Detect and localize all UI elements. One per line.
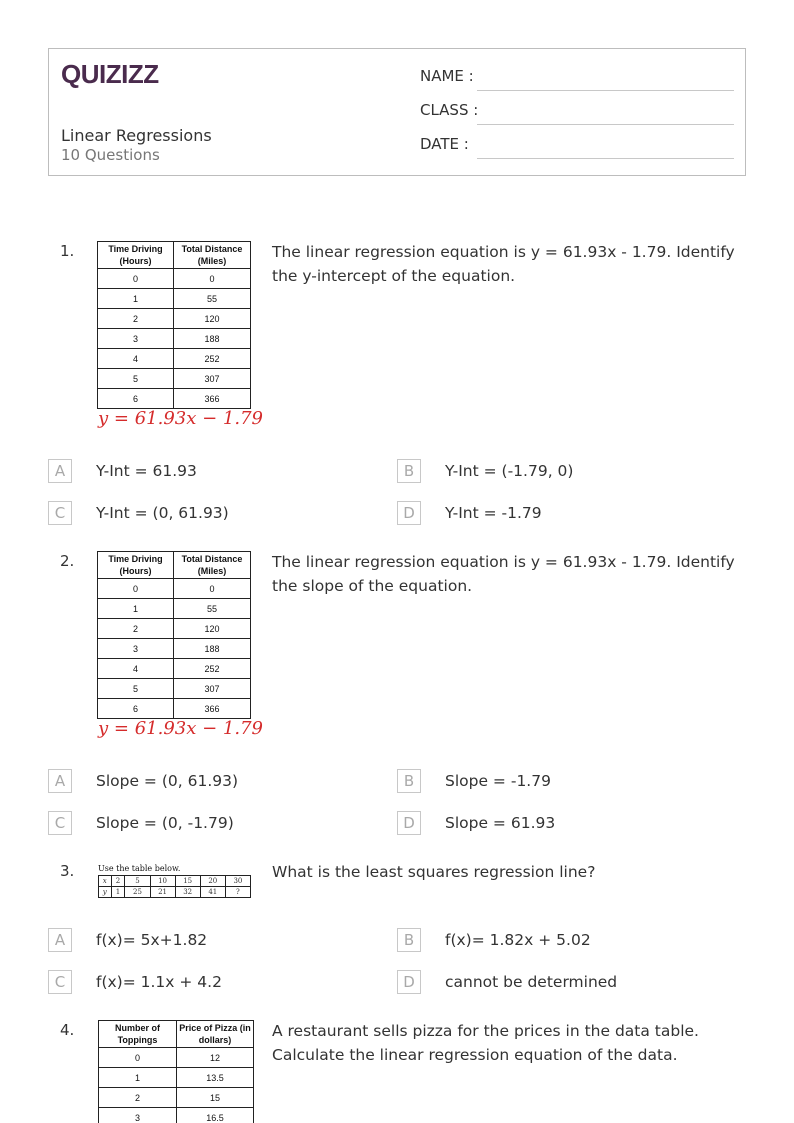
quizizz-logo: QUIZIZZ [61,59,159,89]
question-2-number: 2. [60,552,75,570]
table-cell: 1 [98,599,174,619]
class-label: CLASS : [420,101,479,119]
option-b-letter[interactable]: B [397,928,421,952]
table-cell: 0 [98,269,174,289]
table-cell: 307 [174,679,251,699]
table-row [98,269,251,289]
table-cell: 55 [174,289,251,309]
table-cell: 32 [175,887,200,898]
question-3-text: What is the least squares regression line? [272,863,596,881]
table-cell: 188 [174,639,251,659]
option-b-letter[interactable]: B [397,459,421,483]
table-cell: 307 [174,369,251,389]
table-cell: 1 [111,887,125,898]
table-cell: 252 [174,659,251,679]
table-row [98,309,251,329]
question-3-number: 3. [60,862,75,880]
name-line[interactable] [477,90,734,91]
table-header: Price of Pizza (in dollars) [177,1021,254,1048]
table-row [98,699,251,719]
table-row [98,369,251,389]
option-c-text[interactable]: Y-Int = (0, 61.93) [96,504,229,522]
table-cell: 3 [99,1108,177,1123]
option-c-letter[interactable]: C [48,501,72,525]
table-cell: 6 [98,389,174,409]
table-row [99,876,251,887]
option-a-text[interactable]: f(x)= 5x+1.82 [96,931,208,949]
table-row [98,389,251,409]
table-row [98,639,251,659]
table-cell: 0 [99,1048,177,1068]
worksheet-header [48,48,746,176]
table-cell: 10 [150,876,175,887]
option-a-letter[interactable]: A [48,928,72,952]
table-cell: 20 [200,876,225,887]
question-4-text: A restaurant sells pizza for the prices in the data table. Calculate the linear regression equation of the data. [272,1022,699,1064]
table-row [99,887,251,898]
table-header: Number of Toppings [99,1021,177,1048]
table-cell: 5 [98,369,174,389]
table-row [98,619,251,639]
table-row [98,289,251,309]
date-label: DATE : [420,135,469,153]
option-d-letter[interactable]: D [397,501,421,525]
table-cell: 25 [125,887,150,898]
table-cell: 15 [177,1088,254,1108]
table-cell: 0 [174,579,251,599]
table-cell: 0 [174,269,251,289]
table-cell: 13.5 [177,1068,254,1088]
table-row [98,349,251,369]
table-cell: 1 [98,289,174,309]
table-cell: 2 [98,309,174,329]
table-cell: 2 [99,1088,177,1108]
table-header: Time Driving (Hours) [98,242,174,269]
question-count: 10 Questions [61,146,160,164]
option-a-letter[interactable]: A [48,459,72,483]
option-a-text[interactable]: Slope = (0, 61.93) [96,772,239,790]
option-c-letter[interactable]: C [48,811,72,835]
class-field[interactable] [420,101,734,125]
table-cell: 6 [98,699,174,719]
table-cell: 1 [99,1068,177,1088]
table-cell: 366 [174,389,251,409]
table-cell: 0 [98,579,174,599]
option-d-text[interactable]: Y-Int = -1.79 [445,504,542,522]
table-row [98,659,251,679]
table-cell: 4 [98,659,174,679]
table-cell: 2 [111,876,125,887]
table-cell: 5 [98,679,174,699]
table-cell: 120 [174,309,251,329]
table-cell: 12 [177,1048,254,1068]
table-cell: 252 [174,349,251,369]
option-b-text[interactable]: Y-Int = (-1.79, 0) [445,462,574,480]
option-a-text[interactable]: Y-Int = 61.93 [96,462,197,480]
table-cell: y [99,887,112,898]
option-c-letter[interactable]: C [48,970,72,994]
table-cell: 55 [174,599,251,619]
table-row [98,329,251,349]
question-1-text: The linear regression equation is y = 61.93x - 1.79. Identify the y-intercept of the equation. [272,243,735,285]
name-label: NAME : [420,67,474,85]
table-header: Time Driving (Hours) [98,552,174,579]
table-header: Total Distance (Miles) [174,242,251,269]
question-4-number: 4. [60,1021,75,1039]
date-line[interactable] [477,158,734,159]
table-row [99,1068,254,1088]
option-d-text[interactable]: cannot be determined [445,973,618,991]
question-4-data-table [98,1020,254,1123]
table-row [98,579,251,599]
table-cell: 16.5 [177,1108,254,1123]
table-row [98,599,251,619]
option-c-text[interactable]: Slope = (0, -1.79) [96,814,234,832]
table-cell: 3 [98,329,174,349]
option-b-text[interactable]: Slope = -1.79 [445,772,551,790]
table-cell: 366 [174,699,251,719]
question-1-number: 1. [60,242,75,260]
question-3-data-table [98,864,252,898]
quiz-title: Linear Regressions [61,126,212,145]
table-cell: 15 [175,876,200,887]
question-1-equation: y = 61.93x − 1.79 [98,408,263,429]
class-line[interactable] [477,124,734,125]
table-cell: 21 [150,887,175,898]
table-cell: x [99,876,112,887]
question-1-data-table [97,241,251,409]
option-b-letter[interactable]: B [397,769,421,793]
option-d-letter[interactable]: D [397,970,421,994]
question-2-data-table [97,551,251,719]
option-a-letter[interactable]: A [48,769,72,793]
table-cell: 4 [98,349,174,369]
table-row [99,1048,254,1068]
table-row [99,1108,254,1123]
table-row [99,1088,254,1108]
table-cell: ? [225,887,250,898]
option-c-text[interactable]: f(x)= 1.1x + 4.2 [96,973,222,991]
table-cell: 30 [225,876,250,887]
table-row [98,679,251,699]
table-caption: Use the table below. [98,864,181,873]
table-header: Total Distance (Miles) [174,552,251,579]
option-d-text[interactable]: Slope = 61.93 [445,814,556,832]
date-field[interactable] [420,135,734,159]
table-cell: 3 [98,639,174,659]
table-cell: 2 [98,619,174,639]
option-d-letter[interactable]: D [397,811,421,835]
table-cell: 41 [200,887,225,898]
table-cell: 188 [174,329,251,349]
name-field[interactable] [420,67,734,91]
table-cell: 5 [125,876,150,887]
question-2-equation: y = 61.93x − 1.79 [98,718,263,739]
question-2-text: The linear regression equation is y = 61.93x - 1.79. Identify the slope of the equation. [272,553,735,595]
option-b-text[interactable]: f(x)= 1.82x + 5.02 [445,931,591,949]
table-cell: 120 [174,619,251,639]
